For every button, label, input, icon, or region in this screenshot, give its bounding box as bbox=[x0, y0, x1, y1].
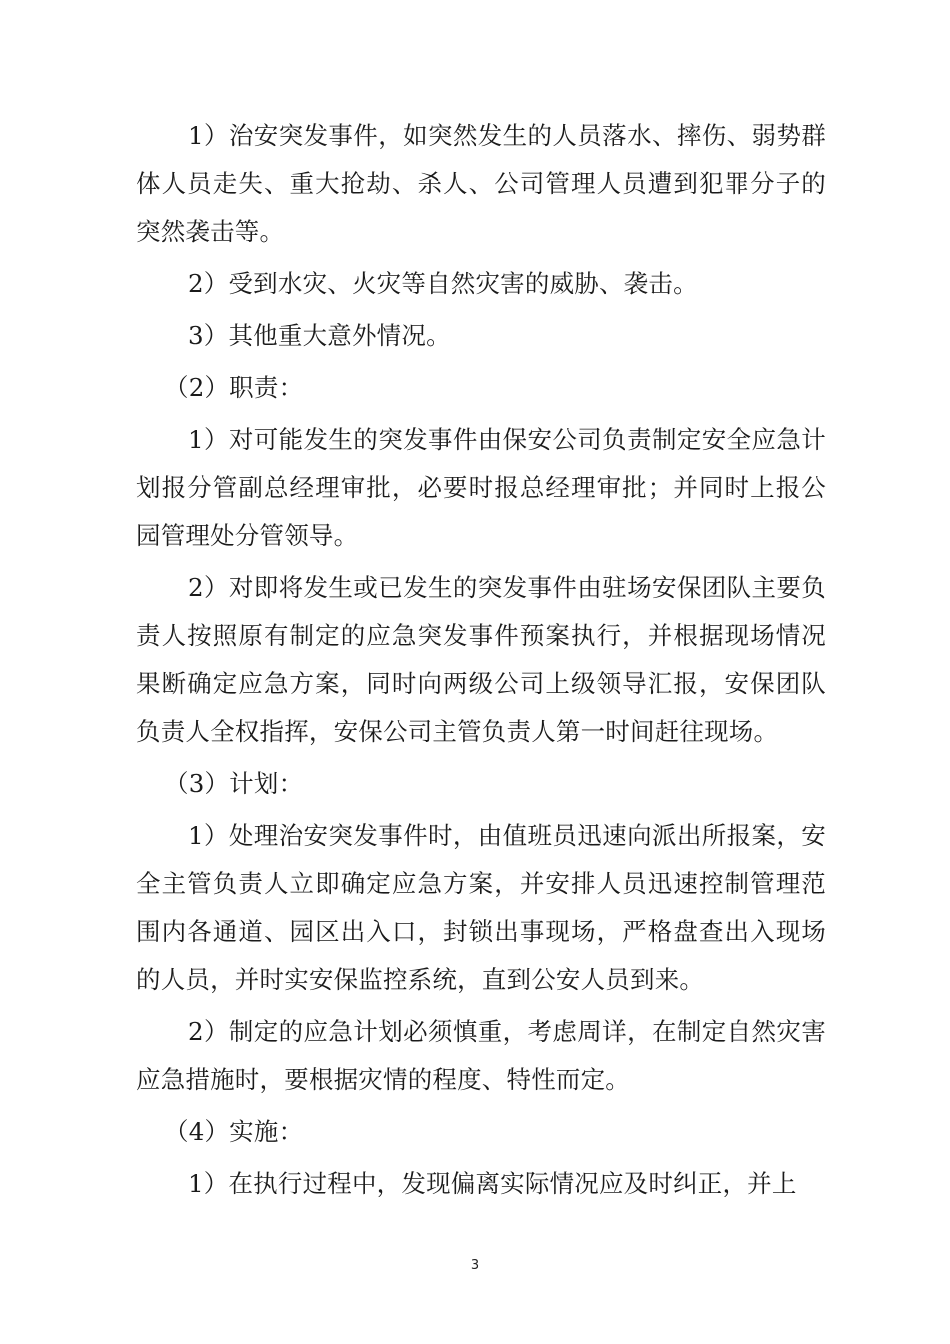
paragraph-plan-1: 1）处理治安突发事件时，由值班员迅速向派出所报案，安全主管负责人立即确定应急方案，并安排人员迅速控制管理范围内各通道、园区出入口，封锁出事现场，严格盘查出入现场的人员，并时实安保监控系统，直到公安人员到来。 bbox=[136, 821, 826, 994]
page-number: 3 bbox=[470, 1258, 480, 1273]
paragraph-incident-types: 1）治安突发事件，如突然发生的人员落水、摔伤、弱势群体人员走失、重大抢劫、杀人、公司管理人员遭到犯罪分子的突然袭击等。 bbox=[136, 121, 826, 246]
section-heading-plan: （3）计划： bbox=[164, 769, 304, 798]
paragraph-plan-2: 2）制定的应急计划必须慎重，考虑周详，在制定自然灾害应急措施时，要根据灾情的程度、特性而定。 bbox=[136, 1017, 826, 1094]
section-heading-implementation: （4）实施： bbox=[164, 1117, 304, 1146]
paragraph-implementation-1: 1）在执行过程中，发现偏离实际情况应及时纠正，并上 bbox=[188, 1169, 797, 1198]
paragraph-duty-1: 1）对可能发生的突发事件由保安公司负责制定安全应急计划报分管副总经理审批，必要时报总经理审批；并同时上报公园管理处分管领导。 bbox=[136, 425, 826, 550]
paragraph-natural-disasters: 2）受到水灾、火灾等自然灾害的威胁、袭击。 bbox=[188, 269, 698, 298]
paragraph-duty-2: 2）对即将发生或已发生的突发事件由驻场安保团队主要负责人按照原有制定的应急突发事件预案执行，并根据现场情况果断确定应急方案，同时向两级公司上级领导汇报，安保团队负责人全权指挥，安保公司主管负责人第一时间赶往现场。 bbox=[136, 573, 826, 746]
document-body bbox=[136, 112, 826, 1212]
paragraph-other-accidents: 3）其他重大意外情况。 bbox=[188, 321, 451, 350]
section-heading-duties: （2）职责： bbox=[164, 373, 304, 402]
